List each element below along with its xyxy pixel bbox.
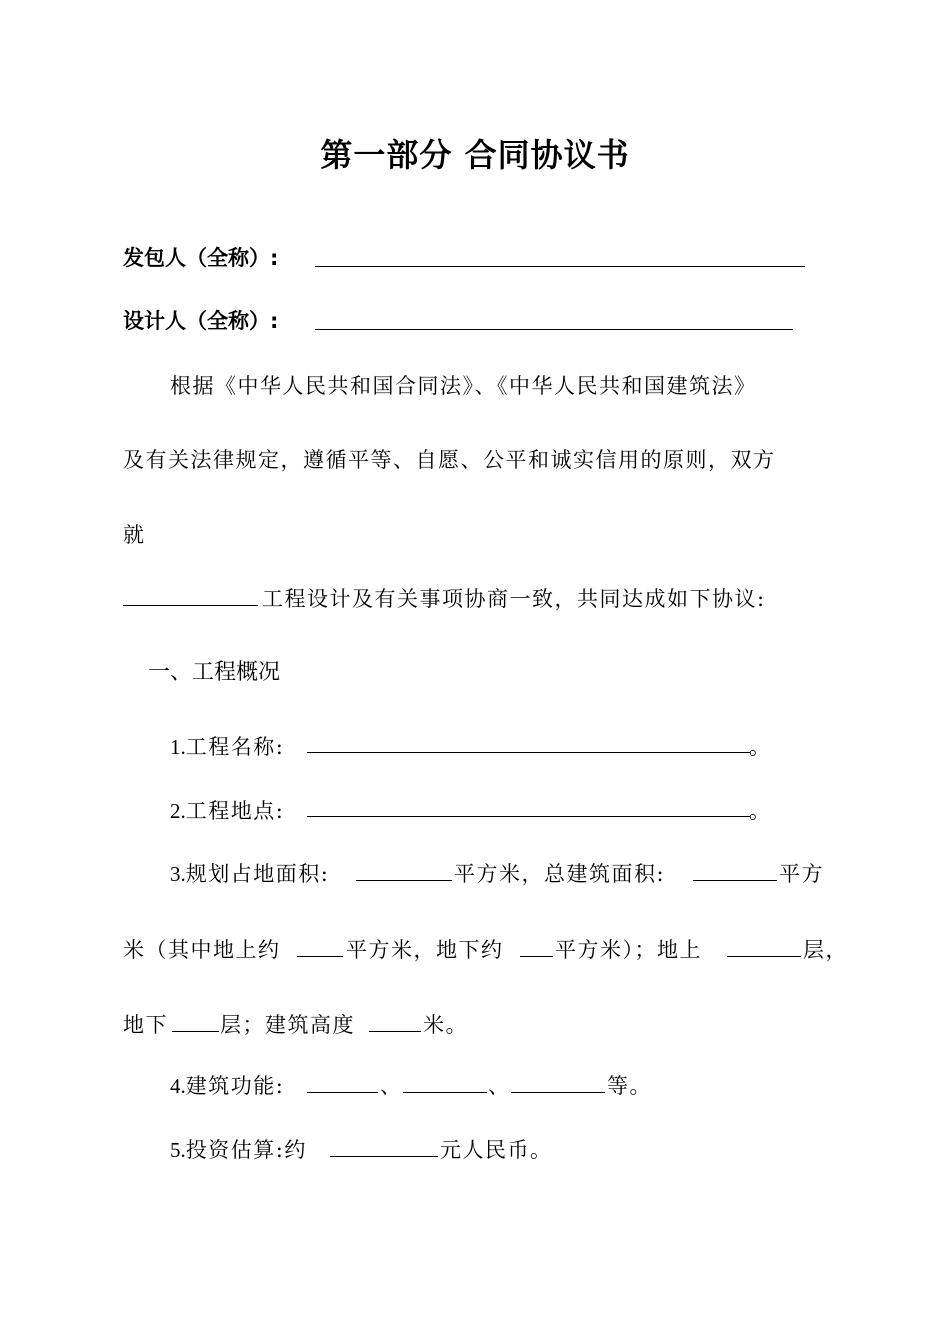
above-ground-area-blank[interactable] — [297, 956, 343, 957]
item-5-number: 5. — [170, 1138, 186, 1162]
function-3-blank[interactable] — [511, 1092, 605, 1093]
item-3-line-2a: 米（其中地上约 — [123, 938, 281, 962]
item-3-unit-b: 平方 — [779, 862, 824, 886]
preamble-line-3: 就 — [123, 523, 146, 547]
page-title: 第一部分 合同协议书 — [320, 136, 630, 174]
item-1-number: 1. — [170, 735, 186, 759]
item-4-number: 4. — [170, 1074, 186, 1098]
function-1-blank[interactable] — [307, 1092, 378, 1093]
item-3-line-2c: 平方米）；地上 — [555, 938, 702, 962]
item-2-end: 。 — [749, 799, 772, 823]
land-area-blank[interactable] — [356, 880, 452, 881]
item-3-line-2d: 层， — [803, 938, 848, 962]
item-3-label: 规划占地面积: — [185, 862, 330, 886]
item-2 — [170, 795, 284, 825]
building-height-blank[interactable] — [369, 1031, 421, 1032]
item-4-sep-2: 、 — [488, 1074, 511, 1098]
preamble-line-2: 及有关法律规定，遵循平等、自愿、公平和诚实信用的原则，双方 — [123, 448, 776, 472]
item-4 — [170, 1070, 284, 1100]
item-3-line-1 — [170, 858, 329, 888]
item-1 — [170, 731, 284, 761]
employer-name-blank[interactable] — [315, 266, 805, 267]
project-name-field-blank[interactable] — [307, 752, 750, 753]
preamble-line-4: 工程设计及有关事项协商一致，共同达成如下协议: — [262, 587, 766, 611]
item-3-line-3b: 层；建筑高度 — [220, 1013, 355, 1037]
item-4-sep-1: 、 — [380, 1074, 403, 1098]
designer-label: 设计人（全称）: — [123, 309, 279, 333]
item-2-label: 工程地点: — [185, 799, 285, 823]
item-3-number: 3. — [170, 862, 186, 886]
total-floor-area-blank[interactable] — [693, 880, 777, 881]
investment-estimate-blank[interactable] — [330, 1156, 438, 1157]
item-3-line-2b: 平方米，地下约 — [346, 938, 504, 962]
project-location-blank[interactable] — [307, 816, 750, 817]
item-3-unit-a: 平方米，总建筑面积: — [454, 862, 666, 886]
preamble-line-1: 根据《中华人民共和国合同法》、《中华人民共和国建筑法》 — [170, 374, 757, 398]
section-heading-overview: 一、工程概况 — [148, 660, 281, 685]
designer-name-blank[interactable] — [315, 329, 793, 330]
floors-above-blank[interactable] — [727, 956, 801, 957]
item-1-label: 工程名称: — [185, 735, 285, 759]
item-4-label: 建筑功能: — [185, 1074, 285, 1098]
employer-label: 发包人（全称）: — [123, 246, 279, 270]
project-name-blank[interactable] — [123, 605, 258, 606]
item-5 — [170, 1134, 307, 1164]
item-1-end: 。 — [749, 735, 772, 759]
item-3-line-3a: 地下 — [123, 1013, 168, 1037]
item-2-number: 2. — [170, 799, 186, 823]
item-4-end: 等。 — [607, 1074, 652, 1098]
item-3-line-3c: 米。 — [423, 1013, 468, 1037]
function-2-blank[interactable] — [403, 1092, 487, 1093]
floors-below-blank[interactable] — [172, 1031, 219, 1032]
item-5-label: 投资估算:约 — [185, 1138, 307, 1162]
item-5-end: 元人民币。 — [440, 1138, 553, 1162]
below-ground-area-blank[interactable] — [520, 956, 553, 957]
